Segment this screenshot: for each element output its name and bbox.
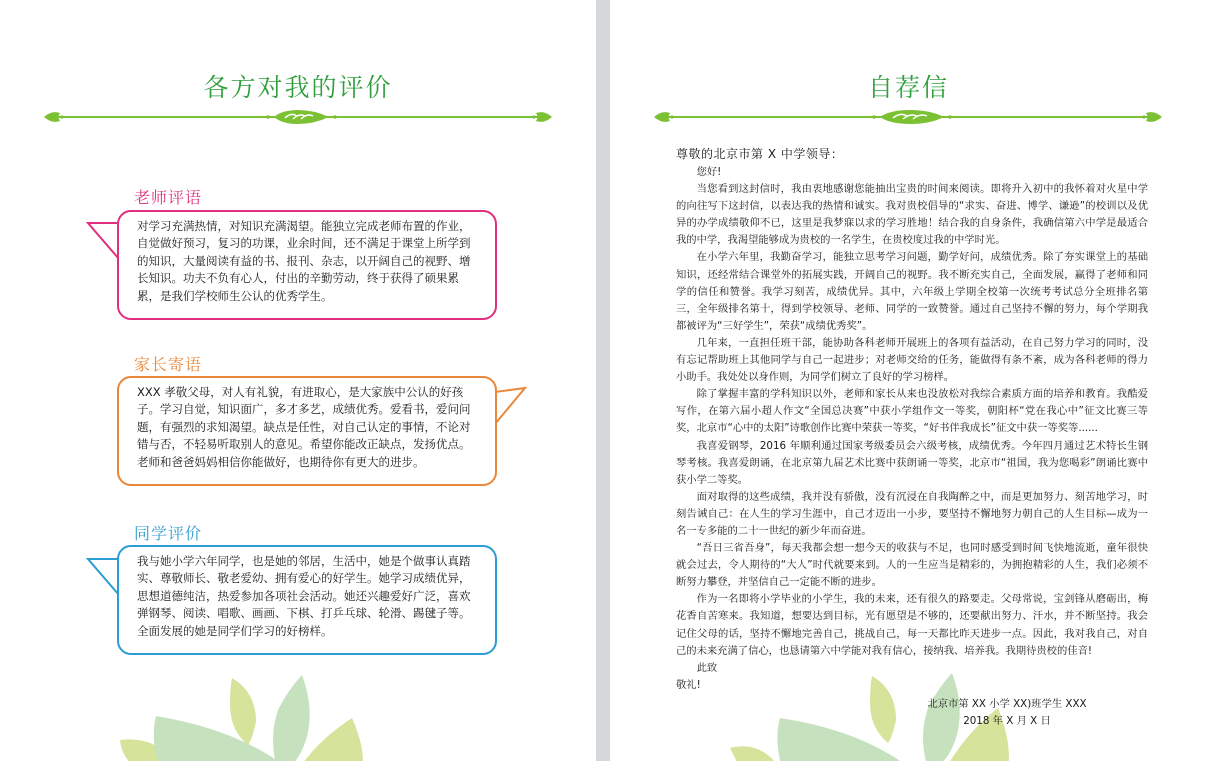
teacher-comment-text: 对学习充满热情，对知识充满渴望。能独立完成老师布置的作业，自觉做好预习，复习的功课，业余时间，还不满足于课堂上所学到的知识，大量阅读有益的书、报刊、杂志，以开阔自己的视野、增长知识。功夫不负有心人，付出的辛勤劳动，终于获得了硕果累累，是我们学校师生公认的优秀学生。 [137, 219, 471, 303]
parent-comment-text: XXX 孝敬父母，对人有礼貌，有进取心，是大家族中公认的好孩子。学习自觉，知识面广，多才多艺，成绩优秀。爱看书，爱问问题，有强烈的求知渴望。缺点是任性，对自己认定的事情，不论对错与否，不轻易听取别人的意见。希望你能改正缺点，发扬优点。老师和爸爸妈妈相信你能做好，也期待你有更大的进步。 [137, 385, 471, 469]
cover-letter-body [676, 145, 1148, 730]
teacher-comment-heading: 老师评语 [134, 188, 203, 207]
letter-closing: 此致 [696, 661, 718, 674]
letter-salutation: 尊敬的北京市第 X 中学领导： [676, 147, 844, 161]
classmate-comment-bubble [117, 545, 497, 655]
letter-paragraph: 几年来，一直担任班干部，能协助各科老师开展班上的各项有益活动，在自己努力学习的同时，没有忘记帮助班上其他同学与自己一起进步；对老师交给的任务，能做得有条不紊，成为各科老师的得力小助手。我处处以身作则，为同学们树立了良好的学习榜样。 [676, 336, 1148, 384]
page-cover-letter [610, 0, 1207, 761]
letter-regards: 敬礼! [676, 678, 701, 691]
parent-comment-heading: 家长寄语 [134, 355, 203, 374]
ornament-divider-icon [42, 107, 554, 127]
classmate-comment-text: 我与她小学六年同学，也是她的邻居，生活中，她是个做事认真踏实、尊敬师长、敬老爱幼、拥有爱心的好学生。她学习成绩优异，思想道德纯洁，热爱参加各项社会活动。她还兴趣爱好广泛，喜欢弹钢琴、阅读、唱歌、画画、下棋、打乒乓球、轮滑、踢毽子等。全面发展的她是同学们学习的好榜样。 [137, 554, 471, 638]
letter-paragraph: 作为一名即将小学毕业的小学生，我的未来，还有很久的路要走。父母常说，宝剑锋从磨砺出，梅花香自苦寒来。我知道，想要达到目标，光有愿望是不够的，还要献出努力、汗水，并不断坚持。我会记住父母的话，坚持不懈地完善自己，挑战自己，每一天都比昨天进步一点。因此，我对我自己，对自己的未来充满了信心，也恳请第六中学能对我有信心，接纳我、培养我。我期待贵校的佳音! [676, 593, 1148, 657]
page-title: 自荐信 [867, 73, 949, 102]
page-evaluations [0, 0, 596, 761]
teacher-comment-bubble [117, 210, 497, 320]
letter-paragraph: 面对取得的这些成绩，我并没有骄傲，没有沉浸在自我陶醉之中，而是更加努力、刻苦地学习，时刻告诫自己：在人生的学习生涯中，自己才迈出一小步，要坚持不懈地努力朝自己的人生目标—成为一名一专多能的二十一世纪的新少年而奋进。 [676, 490, 1148, 537]
parent-comment-bubble [117, 376, 497, 486]
ornament-divider-icon [652, 107, 1164, 127]
letter-paragraph: 在小学六年里，我勤奋学习，能独立思考学习问题，勤学好问，成绩优秀。除了夯实课堂上的基础知识，还经常结合课堂外的拓展实践，开阔自己的视野。我不断充实自己，全面发展，赢得了老师和同学的信任和赞誉。我学习刻苦，成绩优异。其中，六年级上学期全校第一次统考考试总分全班排名第三，全年级排名第十，得到学校领导、老师、同学的一致赞誉。通过自己坚持不懈的努力，每个学期我都被评为“三好学生”，荣获“成绩优秀奖”。 [676, 251, 1148, 332]
letter-greeting: 您好! [696, 166, 722, 178]
letter-signature: 北京市第 XX 小学 XX)班学生 XXX [927, 697, 1087, 710]
classmate-comment-heading: 同学评价 [134, 524, 203, 543]
letter-paragraph: 我喜爱钢琴，2016 年顺利通过国家考级委员会六级考核，成绩优秀。今年四月通过艺术特长生钢琴考核。我喜爱朗诵，在北京第九届艺术比赛中获朗诵一等奖，北京市“祖国，我为您喝彩”朗诵比赛中获小学二等奖。 [676, 439, 1148, 486]
letter-paragraph: “吾日三省吾身”，每天我都会想一想今天的收获与不足，也同时感受到时间飞快地流逝，童年很快就会过去，令人期待的“大人”时代就要来到。人的一生应当是精彩的，为拥抱精彩的人生，我们必须不断努力攀登，并坚信自己一定能不断的进步。 [676, 542, 1148, 589]
page-title: 各方对我的评价 [203, 73, 393, 102]
letter-date: 2018 年 X 月 X 日 [963, 715, 1051, 727]
letter-paragraph: 除了掌握丰富的学科知识以外，老师和家长从来也没放松对我综合素质方面的培养和教育。我酷爱写作，在第六届小超人作文“全国总决赛”中获小学组作文一等奖，朝阳杯“党在我心中”征文比赛三等奖，北京市“心中的太阳”诗歌创作比赛中荣获一等奖，“好书伴我成长”征文中获一等奖等...... [676, 388, 1148, 435]
letter-paragraph: 当您看到这封信时，我由衷地感谢您能抽出宝贵的时间来阅读。即将升入初中的我怀着对火星中学的向往写下这封信，以表达我的热情和诚实。我对贵校倡导的“求实、奋进、博学、谦逊”的校训以及优异的办学成绩敬仰不已，这里是我梦寐以求的学习胜地！结合我的自身条件，我确信第六中学是最适合我的中学，我渴望能够成为贵校的一名学生，在贵校度过我的中学时光。 [676, 183, 1148, 247]
speech-bubble-tail-icon [492, 384, 528, 428]
page-gutter [596, 0, 610, 761]
leaves-decoration-icon [100, 670, 420, 761]
